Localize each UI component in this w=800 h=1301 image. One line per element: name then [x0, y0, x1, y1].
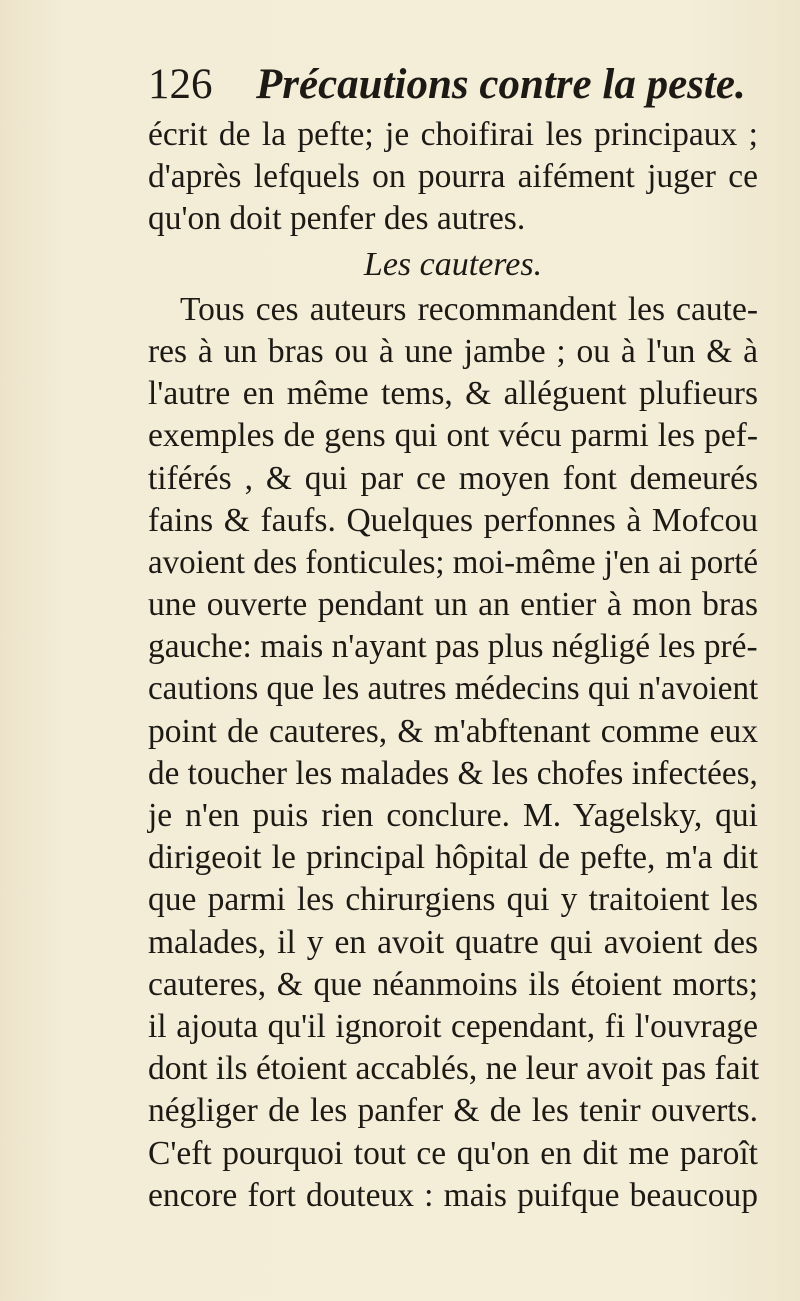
page-number: 126 — [148, 61, 213, 108]
text-line: cautions que les autres médecins qui n'avoient — [148, 670, 759, 708]
text-line: une ouverte pendant un an entier à mon bras — [148, 586, 758, 624]
text-line: de toucher les malades & les chofes infectées, — [148, 754, 758, 792]
text-line: qu'on doit penfer des autres. — [148, 200, 526, 238]
body-text — [148, 114, 758, 1217]
running-title: Précautions contre la peste. — [256, 61, 746, 108]
text-line: encore fort douteux : mais puifque beaucoup — [148, 1176, 758, 1214]
text-line: que parmi les chirurgiens qui y traitoient les — [148, 881, 758, 919]
text-line: dirigeoit le principal hôpital de pefte, m'a dit — [148, 839, 758, 877]
text-line: malades, il y en avoit quatre qui avoient des — [148, 923, 758, 961]
text-line: d'après lefquels on pourra aifément juger ce — [148, 158, 758, 196]
text-line: cauteres, & que néanmoins ils étoient morts; — [148, 965, 758, 1003]
text-line: dont ils étoient accablés, ne leur avoit pas fait — [148, 1050, 760, 1088]
text-line: l'autre en même tems, & alléguent plufieurs — [148, 375, 758, 413]
text-line: C'eft pourquoi tout ce qu'on en dit me paroît — [148, 1134, 758, 1172]
text-line: il ajouta qu'il ignoroit cependant, fi l'ouvrage — [148, 1008, 758, 1045]
text-line: exemples de gens qui ont vécu parmi les pef- — [148, 417, 758, 455]
text-line: tiférés , & qui par ce moyen font demeurés — [148, 459, 758, 497]
text-line: gauche: mais n'ayant pas plus négligé les pré- — [148, 628, 758, 666]
text-line: point de cauteres, & m'abftenant comme eux — [148, 712, 758, 750]
text-line: avoient des fonticules; moi-même j'en ai porté — [148, 543, 759, 581]
text-line: négliger de les panfer & de les tenir ouverts. — [148, 1092, 758, 1130]
text-line: fains & faufs. Quelques perfonnes à Mofcou — [148, 501, 758, 539]
text-line: res à un bras ou à une jambe ; ou à l'un & à — [148, 332, 758, 370]
page-header — [148, 60, 748, 110]
text-line: Tous ces auteurs recommandent les caute- — [180, 290, 758, 328]
section-heading: Les cauteres. — [363, 245, 543, 283]
text-line: je n'en puis rien conclure. M. Yagelsky, qui — [148, 797, 758, 835]
text-line: écrit de la pefte; je choifirai les principaux ; — [148, 116, 758, 153]
